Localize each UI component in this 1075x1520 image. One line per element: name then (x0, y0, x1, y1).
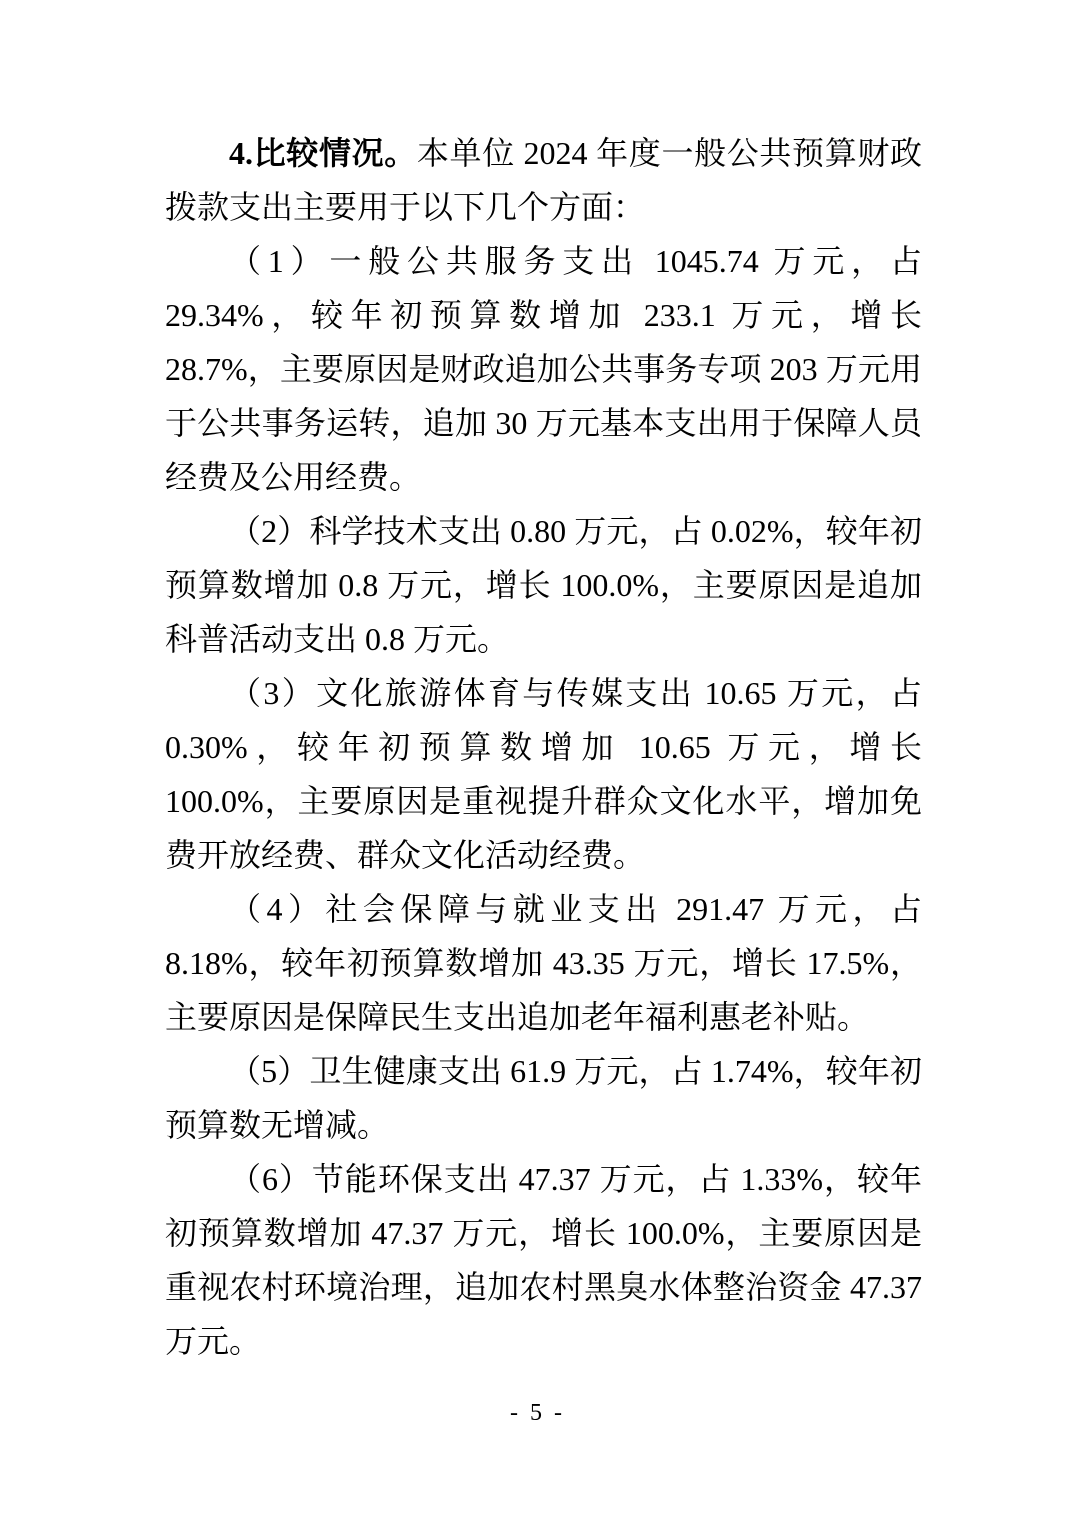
page-number: - 5 - (510, 1400, 565, 1426)
item-paragraph-6: （6）节能环保支出 47.37 万元，占 1.33%，较年初预算数增加 47.37 万元，增长 100.0%，主要原因是重视农村环境治理，追加农村黑臭水体整治资金 47.37 万元。 (165, 1161, 922, 1359)
intro-text: 本单位 2024 年度一般公共预算财政拨款支出主要用于以下几个方面： (165, 135, 922, 225)
item-paragraph-5: （5）卫生健康支出 61.9 万元，占 1.74%，较年初预算数无增减。 (165, 1053, 922, 1143)
item-paragraph-4: （4）社会保障与就业支出 291.47 万元，占 8.18%，较年初预算数增加 43.35 万元，增长 17.5%，主要原因是保障民生支出追加老年福利惠老补贴。 (165, 891, 922, 1035)
section-heading: 4.比较情况。 (229, 135, 417, 171)
document-body (165, 126, 922, 1368)
item-paragraph-2: （2）科学技术支出 0.80 万元，占 0.02%，较年初预算数增加 0.8 万元，增长 100.0%，主要原因是追加科普活动支出 0.8 万元。 (165, 513, 922, 657)
item-paragraph-1: （1）一般公共服务支出 1045.74 万元，占 29.34%，较年初预算数增加 233.1 万元，增长 28.7%，主要原因是财政追加公共事务专项 203 万元用于公共事务运转，追加 30 万元基本支出用于保障人员经费及公用经费。 (165, 243, 922, 495)
intro-paragraph (165, 126, 922, 234)
item-paragraph-3: （3）文化旅游体育与传媒支出 10.65 万元，占 0.30%，较年初预算数增加 10.65 万元，增长 100.0%，主要原因是重视提升群众文化水平，增加免费开放经费、群众文化活动经费。 (165, 675, 922, 873)
